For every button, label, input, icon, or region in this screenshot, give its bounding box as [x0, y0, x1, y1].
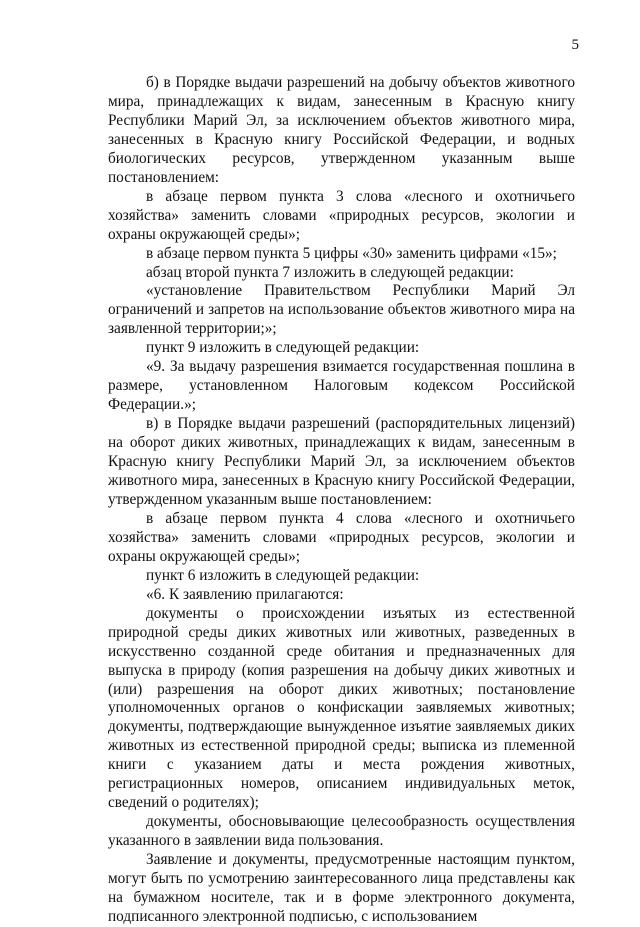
- paragraph-item7-text: «установление Правительством Республики Марий Эл ограничений и запретов на использование объектов животного мира на заявленной территории;»;: [108, 282, 575, 338]
- paragraph-amend-item4: в абзаце первом пункта 4 слова «лесного и охотничьего хозяйства» заменить словами «природных ресурсов, экологии и охраны окружающей среды»;: [108, 509, 575, 565]
- document-body: [108, 74, 575, 927]
- paragraph-item9-intro: пункт 9 изложить в следующей редакции:: [146, 339, 420, 357]
- paragraph-amend-item5: в абзаце первом пункта 5 цифры «30» заменить цифрами «15»;: [146, 244, 557, 262]
- page-number: 5: [571, 37, 579, 53]
- paragraph-item6-intro: пункт 6 изложить в следующей редакции:: [146, 566, 420, 584]
- paragraph-b-intro: б) в Порядке выдачи разрешений на добычу объектов животного мира, принадлежащих к видам, занесенным в Красную книгу Республики Марий Эл, за исключением объектов животного мира, занесенных в Красную книгу Российской Федерации, и водных биологических ресурсов, утвержденном указанным выше постановлением:: [108, 74, 575, 186]
- paragraph-amend-item3: в абзаце первом пункта 3 слова «лесного и охотничьего хозяйства» заменить словами «природных ресурсов, экологии и охраны окружающей среды»;: [108, 187, 575, 243]
- paragraph-item6-justification-docs: документы, обосновывающие целесообразность осуществления указанного в заявлении вида пользования.: [108, 813, 575, 850]
- paragraph-item9-text: «9. За выдачу разрешения взимается государственная пошлина в размере, установленном Налоговым кодексом Российской Федерации.»;: [108, 358, 575, 414]
- paragraph-v-intro: в) в Порядке выдачи разрешений (распорядительных лицензий) на оборот диких животных, принадлежащих к видам, занесенным в Красную книгу Республики Марий Эл, за исключением объектов животного мира, занесенных в Красную книгу Российской Федерации, утвержденном указанным выше постановлением:: [108, 415, 575, 508]
- paragraph-submission: Заявление и документы, предусмотренные настоящим пунктом, могут быть по усмотрению заинтересованного лица представлены как на бумажном носителе, так и в форме электронного документа, подписанного электронной подписью, с использованием: [108, 851, 575, 925]
- paragraph-item7-intro: абзац второй пункта 7 изложить в следующей редакции:: [146, 263, 514, 281]
- paragraph-item6-heading: «6. К заявлению прилагаются:: [146, 585, 344, 603]
- paragraph-item6-origin-docs: документы о происхождении изъятых из естественной природной среды диких животных или животных, разведенных в искусственно созданной среде обитания и предназначенных для выпуска в природу (копия разрешения на добычу диких животных и (или) разрешения на оборот диких животных; постановление уполномоченных органов о конфискации заявляемых животных; документы, подтверждающие вынужденное изъятие заявляемых диких животных из естественной природной среды; выписка из племенной книги с указанием даты и места рождения животных, регистрационных номеров, описанием индивидуальных меток, сведений о родителях);: [108, 604, 575, 812]
